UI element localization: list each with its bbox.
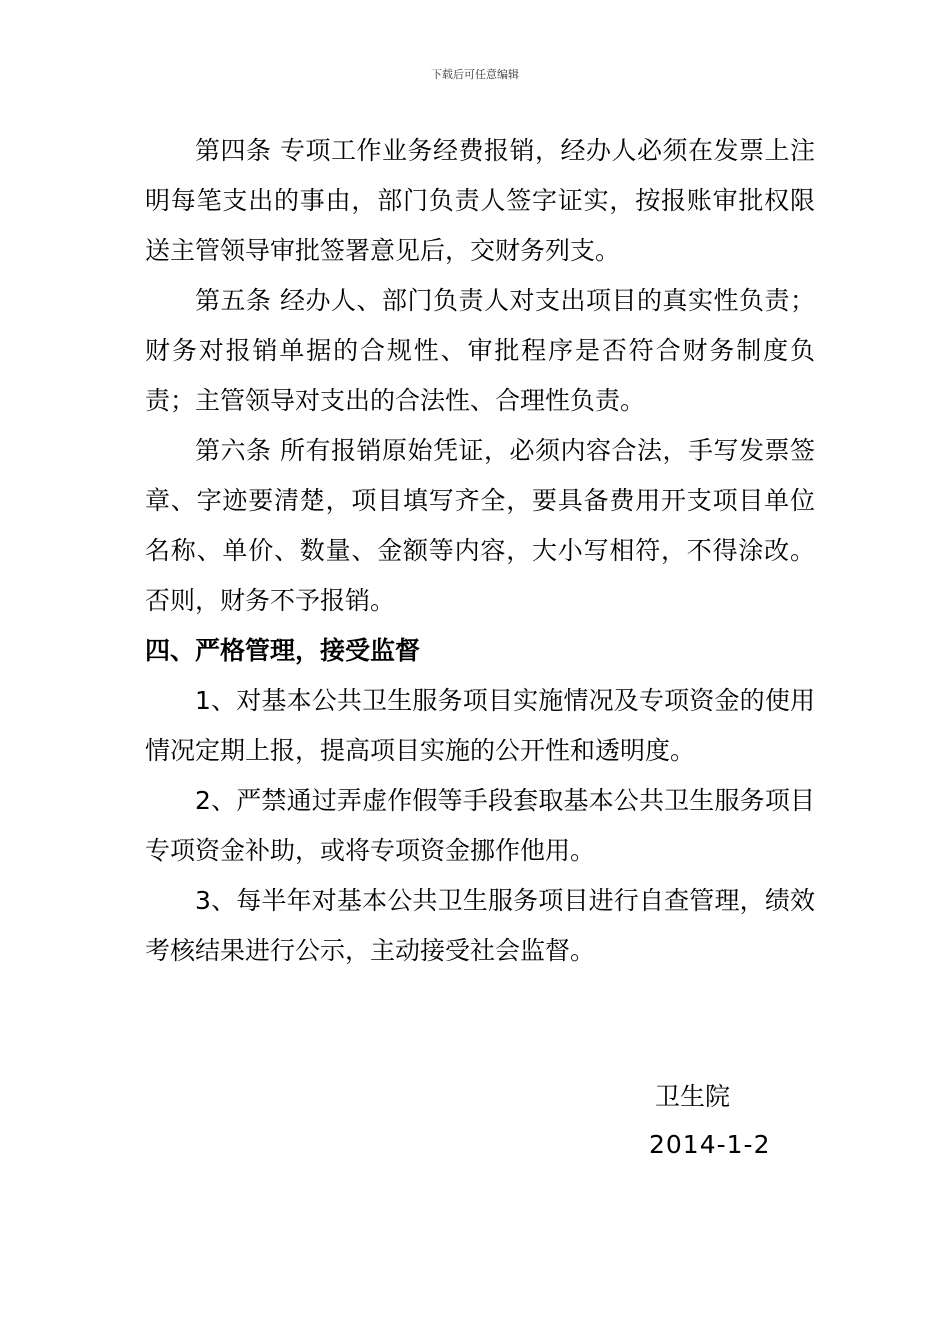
signature-date: 2014-1-2 bbox=[649, 1130, 771, 1159]
article-5-paragraph: 第五条 经办人、部门负责人对支出项目的真实性负责；财务对报销单据的合规性、审批程序是否符合财务制度负责；主管领导对支出的合法性、合理性负责。 bbox=[145, 286, 815, 415]
section-4-heading: 四、严格管理，接受监督 bbox=[145, 636, 421, 665]
article-4-paragraph: 第四条 专项工作业务经费报销，经办人必须在发票上注明每笔支出的事由，部门负责人签字证实，按报账审批权限送主管领导审批签署意见后，交财务列支。 bbox=[145, 136, 815, 265]
signature-organization: 卫生院 bbox=[655, 1082, 731, 1111]
download-note: 下载后可任意编辑 bbox=[431, 68, 519, 81]
section-item-3: 3、每半年对基本公共卫生服务项目进行自查管理，绩效考核结果进行公示，主动接受社会监督。 bbox=[145, 886, 815, 965]
section-item-1: 1、对基本公共卫生服务项目实施情况及专项资金的使用情况定期上报，提高项目实施的公开性和透明度。 bbox=[145, 686, 815, 765]
section-item-2: 2、严禁通过弄虚作假等手段套取基本公共卫生服务项目专项资金补助，或将专项资金挪作他用。 bbox=[145, 786, 815, 865]
document-body bbox=[145, 126, 815, 976]
article-6-paragraph: 第六条 所有报销原始凭证，必须内容合法，手写发票签章、字迹要清楚，项目填写齐全，要具备费用开支项目单位名称、单价、数量、金额等内容，大小写相符，不得涂改。否则，财务不予报销。 bbox=[145, 436, 815, 615]
